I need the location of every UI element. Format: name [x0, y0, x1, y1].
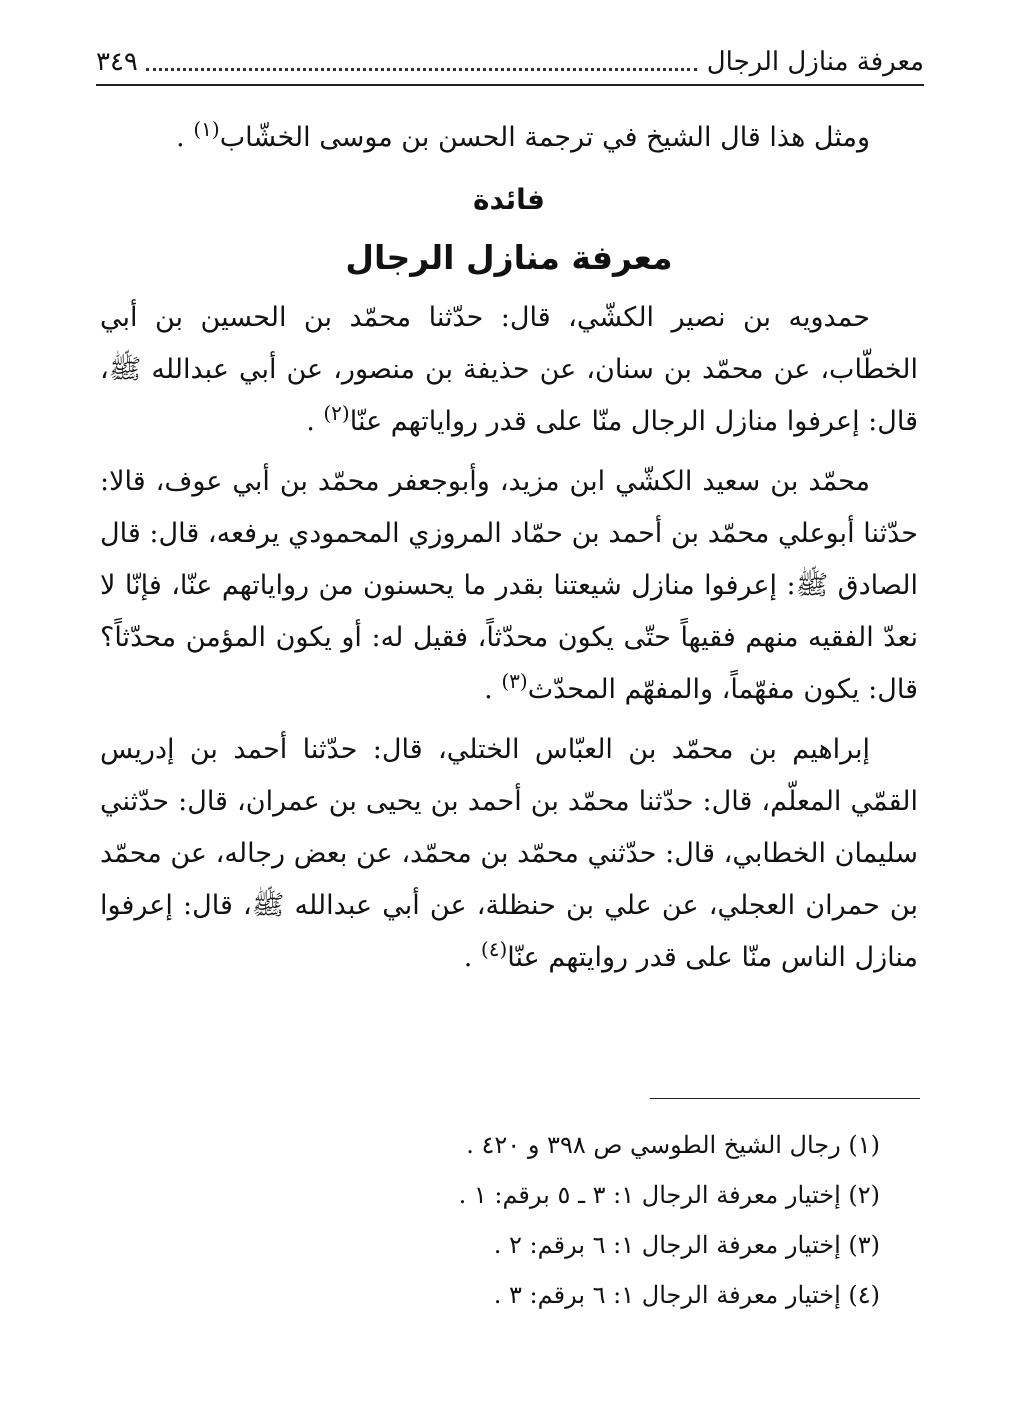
intro-paragraph	[100, 112, 918, 164]
footnote-1: (١) رجال الشيخ الطوسي ص ٣٩٨ و ٤٢٠ .	[466, 1131, 880, 1159]
page-body	[100, 112, 918, 992]
intro-end: .	[176, 122, 194, 153]
paragraph-3	[100, 724, 918, 984]
paragraph-text: حمدويه بن نصير الكشّي، قال: حدّثنا محمّد بن الحسين بن أبي الخطّاب، عن محمّد بن سنان، عن حذيفة بن منصور، عن أبي عبدالله ﷺ، قال: إعرفوا منازل الرجال منّا على قدر رواياتهم عنّا	[100, 302, 918, 437]
footnote-ref-3: (٣)	[501, 669, 528, 693]
footnote-2: (٢) إختيار معرفة الرجال ١: ٣ ـ ٥ برقم: ١ .	[458, 1181, 880, 1209]
footnote-3: (٣) إختيار معرفة الرجال ١: ٦ برقم: ٢ .	[493, 1231, 880, 1259]
footnotes	[100, 1120, 880, 1320]
page-number: ٣٤٩	[96, 47, 138, 77]
paragraph-text: إبراهيم بن محمّد بن العبّاس الختلي، قال: حدّثنا أحمد بن إدريس القمّي المعلّم، قال: حدّثنا محمّد بن أحمد بن يحيى بن عمران، قال: حدّثني سليمان الخطابي، قال: حدّثني محمّد بن محمّد، عن بعض رجاله، عن محمّد بن حمران العجلي، عن علي بن حنظلة، عن أبي عبدالله ﷺ، قال: إعرفوا منازل الناس منّا على قدر روايتهم عنّا	[100, 734, 918, 973]
section-heading: معرفة منازل الرجال	[345, 238, 673, 277]
paragraph-end: .	[484, 674, 502, 705]
paragraph-end: .	[306, 406, 324, 437]
header-leader-dots	[146, 54, 697, 71]
footnote-4: (٤) إختيار معرفة الرجال ١: ٦ برقم: ٣ .	[493, 1281, 880, 1309]
paragraph-2	[100, 456, 918, 716]
paragraph-text: محمّد بن سعيد الكشّي ابن مزيد، وأبوجعفر محمّد بن أبي عوف، قالا: حدّثنا أبوعلي محمّد بن أحمد بن حمّاد المروزي المحمودي يرفعه، قال: قال الصادق ﷺ: إعرفوا منازل شيعتنا بقدر ما يحسنون من رواياتهم عنّا، فإنّا لا نعدّ الفقيه منهم فقيهاً حتّى يكون محدّثاً، فقيل له: أو يكون المؤمن محدّثاً؟ قال: يكون مفهّماً، والمفهّم المحدّث	[100, 466, 918, 705]
paragraph-end: .	[463, 942, 481, 973]
intro-text: ومثل هذا قال الشيخ في ترجمة الحسن بن موسى الخشّاب	[219, 122, 870, 153]
footnote-ref-4: (٤)	[480, 937, 508, 961]
header-title: معرفة منازل الرجال	[706, 47, 924, 77]
footnote-separator	[650, 1098, 920, 1099]
footnote-ref-2: (٢)	[323, 401, 350, 425]
paragraph-1	[100, 292, 918, 448]
footnote-ref-1: (١)	[193, 117, 220, 141]
section-label: فائدة	[472, 183, 546, 216]
running-header	[96, 40, 924, 86]
